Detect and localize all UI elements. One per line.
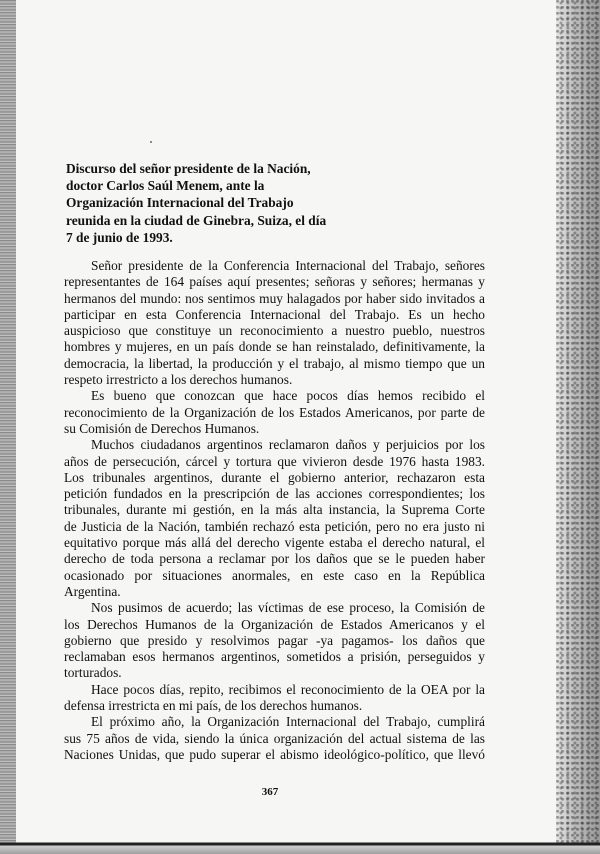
text-line: defensa irrestricta en mi país, de los derechos humanos. (64, 698, 363, 714)
text-line: hombres y mujeres, en un país donde se han reinstalado, definitivamente, la (64, 339, 485, 355)
scan-left-edge (0, 0, 16, 854)
heading-line: 7 de junio de 1993. (66, 229, 173, 245)
text-line: Señor presidente de la Conferencia Internacional del Trabajo, señores (91, 258, 485, 273)
text-line: participar en esta Conferencia Internacional del Trabajo. Es un hecho (64, 306, 485, 322)
text-line: los Derechos Humanos de la Organización de Estados Americanos y el (64, 616, 485, 632)
text-line: Hace pocos días, repito, recibimos el reconocimiento de la OEA por la (91, 681, 485, 697)
text-line: equitativo porque más allá del derecho vigente estaba el derecho natural, el (64, 535, 485, 551)
text-line: El próximo año, la Organización Internacional del Trabajo, cumplirá (91, 714, 485, 730)
page-number: 367 (261, 786, 279, 798)
text-line: Argentina. (64, 583, 121, 599)
heading-line: doctor Carlos Saúl Menem, ante la (66, 178, 265, 194)
heading-line: Organización Internacional del Trabajo (66, 195, 294, 211)
paragraph-4 (64, 600, 485, 681)
text-line: reconocimiento de la Organización de los Estados Americanos, por parte de (64, 404, 485, 420)
scan-speck (150, 141, 152, 143)
text-line: representantes de 164 países aquí presentes; señoras y señores; hermanas y (64, 274, 485, 290)
text-line: democracia, la libertad, la producción y el trabajo, al mismo tiempo que un (64, 355, 485, 371)
speech-heading (66, 160, 366, 246)
text-line: auspicioso que constituye un reconocimiento a nuestro pueblo, nuestros (64, 323, 485, 339)
paragraph-2 (64, 388, 485, 437)
text-line: respeto irrestricto a los derechos humanos. (64, 372, 293, 388)
text-line: sus 75 años de vida, siendo la única organización del actual sistema de las (64, 730, 485, 746)
heading-line: Discurso del señor presidente de la Nación, (66, 161, 311, 176)
scan-bottom-edge (0, 836, 600, 854)
text-line: su Comisión de Derechos Humanos. (64, 420, 260, 436)
paragraph-6 (64, 714, 485, 763)
speech-body (64, 258, 485, 763)
scan-right-edge (556, 0, 600, 854)
text-line: años de persecución, cárcel y tortura que vivieron desde 1976 hasta 1983. (64, 453, 485, 469)
paragraph-3 (64, 437, 485, 600)
text-line: de Justicia de la Nación, también rechazó esta petición, pero no era justo ni (64, 518, 485, 534)
text-line: Muchos ciudadanos argentinos reclamaron daños y perjuicios por los (91, 437, 485, 453)
text-line: Naciones Unidas, que pudo superar el abismo ideológico-político, que llevó (64, 746, 485, 762)
text-line: Es bueno que conozcan que hace pocos días hemos recibido el (91, 388, 485, 404)
text-line: hermanos del mundo: nos sentimos muy halagados por haber sido invitados a (64, 290, 485, 306)
text-line: Nos pusimos de acuerdo; las víctimas de ese proceso, la Comisión de (91, 600, 485, 616)
paragraph-5 (64, 682, 485, 715)
text-line: Los tribunales argentinos, durante el gobierno anterior, rechazaron esta (64, 469, 485, 485)
text-line: torturados. (64, 665, 122, 681)
text-line: reclamaban esos hermanos argentinos, sometidos a prisión, perseguidos y (64, 649, 485, 665)
text-line: gobierno que presido y resolvimos pagar -ya pagamos- los daños que (64, 632, 485, 648)
text-line: ocasionado por situaciones anormales, en este caso en la República (64, 567, 485, 583)
text-line: petición fundados en la prescripción de las acciones correspondientes; los (64, 486, 485, 502)
heading-line: reunida en la ciudad de Ginebra, Suiza, el día (66, 212, 327, 228)
text-line: derecho de toda persona a reclamar por los daños que se le pueden haber (64, 551, 485, 567)
paragraph-1 (64, 258, 485, 388)
text-line: tribunales, durante mi gestión, en la más alta instancia, la Suprema Corte (64, 502, 485, 518)
